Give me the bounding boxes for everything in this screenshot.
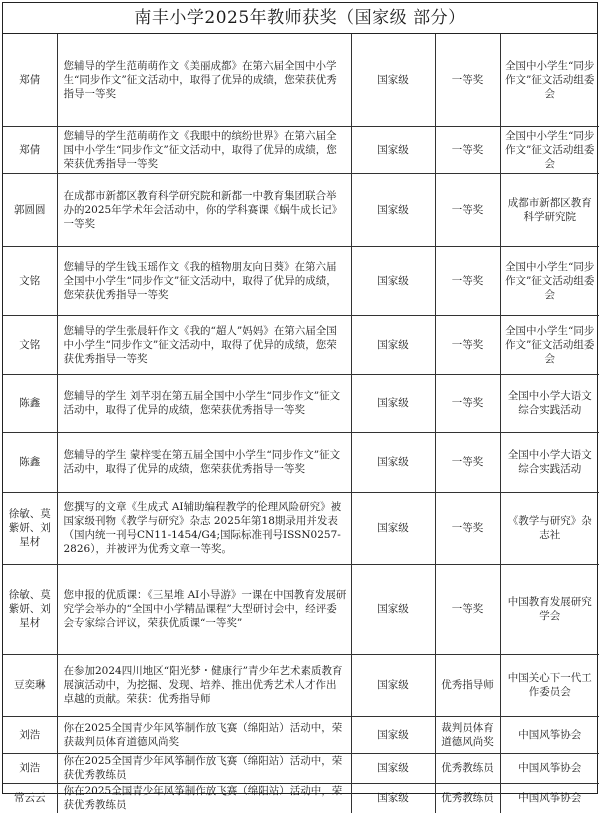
award-grade: 裁判员体育道德风尚奖 [435, 716, 500, 753]
table-row [3, 564, 599, 654]
award-description: 您申报的优质课：《三星堆 AI小导游》一课在中国教育发展研究学会举办的“全国中小学精品课程”大型研讨会中，经评委会专家综合评议，荣获优质课“一等奖” [57, 564, 351, 654]
teacher-name: 郑倩 [3, 126, 57, 173]
teacher-name: 豆奕琳 [3, 654, 57, 716]
issuing-organization: 《教学与研究》杂志社 [500, 492, 599, 564]
award-grade: 一等奖 [435, 564, 500, 654]
award-level: 国家级 [351, 492, 435, 564]
table-row [3, 432, 599, 492]
award-level: 国家级 [351, 173, 435, 246]
award-level: 国家级 [351, 374, 435, 432]
table-row [3, 654, 599, 716]
issuing-organization: 全国中小学生“同步作文”征文活动组委会 [500, 246, 599, 315]
award-description: 您辅导的学生张晨轩作文《我的“超人”妈妈》在第六届全国中小学生“同步作文”征文活动中，取得了优异的成绩，您荣获优秀指导一等奖 [57, 315, 351, 374]
teacher-name: 刘浩 [3, 753, 57, 783]
table-row [3, 753, 599, 783]
teacher-name: 徐敏、莫紫妍、刘星材 [3, 492, 57, 564]
award-level: 国家级 [351, 564, 435, 654]
award-document [2, 2, 598, 812]
award-grade: 一等奖 [435, 492, 500, 564]
teacher-name: 陈鑫 [3, 374, 57, 432]
issuing-organization: 全国中小学生“同步作文”征文活动组委会 [500, 126, 599, 173]
award-grade: 一等奖 [435, 432, 500, 492]
award-grade: 优秀教练员 [435, 783, 500, 813]
award-description: 您辅导的学生范萌萌作文《我眼中的缤纷世界》在第六届全国中小学生“同步作文”征文活动中，取得了优异的成绩，您荣获优秀指导一等奖 [57, 126, 351, 173]
award-description: 您辅导的学生 刘芊羽在第五届全国中小学生“同步作文”征文活动中，取得了优异的成绩，您荣获优秀指导一等奖 [57, 374, 351, 432]
award-level: 国家级 [351, 432, 435, 492]
issuing-organization: 全国中小学生“同步作文”征文活动组委会 [500, 34, 599, 126]
award-description: 您辅导的学生 蒙梓雯在第五届全国中小学生“同步作文”征文活动中，取得了优异的成绩，您荣获优秀指导一等奖 [57, 432, 351, 492]
award-grade: 一等奖 [435, 246, 500, 315]
teacher-name: 徐敏、莫紫妍、刘星材 [3, 564, 57, 654]
award-level: 国家级 [351, 34, 435, 126]
table-row [3, 126, 599, 173]
award-level: 国家级 [351, 753, 435, 783]
teacher-name: 文铭 [3, 315, 57, 374]
issuing-organization: 全国中小学生“同步作文”征文活动组委会 [500, 315, 599, 374]
table-row [3, 246, 599, 315]
teacher-name: 刘浩 [3, 716, 57, 753]
table-row [3, 492, 599, 564]
document-title: 南丰小学2025年教师获奖（国家级 部分） [3, 3, 597, 34]
issuing-organization: 全国中小学大语文综合实践活动 [500, 432, 599, 492]
teacher-name: 郑倩 [3, 34, 57, 126]
award-grade: 一等奖 [435, 315, 500, 374]
issuing-organization: 中国教育发展研究学会 [500, 564, 599, 654]
table-row [3, 783, 599, 813]
award-description: 在成都市新都区教育科学研究院和新都一中教育集团联合举办的2025年学术年会活动中，你的学科赛课《蜗牛成长记》一等奖 [57, 173, 351, 246]
award-grade: 优秀指导师 [435, 654, 500, 716]
table-row [3, 34, 599, 126]
award-description: 您辅导的学生范萌萌作文《美丽成都》在第六届全国中小学生“同步作文”征文活动中，取得了优异的成绩，您荣获优秀指导一等奖 [57, 34, 351, 126]
award-description: 你在2025全国青少年风筝制作放飞赛（绵阳站）活动中，荣获优秀教练员 [57, 783, 351, 813]
award-level: 国家级 [351, 716, 435, 753]
award-description: 你在2025全国青少年风筝制作放飞赛（绵阳站）活动中，荣获优秀教练员 [57, 753, 351, 783]
table-row [3, 716, 599, 753]
issuing-organization: 中国风筝协会 [500, 783, 599, 813]
award-level: 国家级 [351, 315, 435, 374]
teacher-name: 常云云 [3, 783, 57, 813]
award-grade: 一等奖 [435, 126, 500, 173]
issuing-organization: 中国风筝协会 [500, 753, 599, 783]
award-level: 国家级 [351, 783, 435, 813]
issuing-organization: 中国关心下一代工作委员会 [500, 654, 599, 716]
award-level: 国家级 [351, 126, 435, 173]
award-description: 您撰写的文章《生成式 AI辅助编程教学的伦理风险研究》被国家级刊物《教学与研究》杂志 2025年第18期录用并发表（国内统一刊号CN11-1454/G4;国际标准刊号ISSN0257-2826），并被评为优秀文章一等奖。 [57, 492, 351, 564]
award-grade: 一等奖 [435, 374, 500, 432]
award-grade: 一等奖 [435, 34, 500, 126]
issuing-organization: 成都市新都区教育科学研究院 [500, 173, 599, 246]
table-row [3, 374, 599, 432]
issuing-organization: 全国中小学大语文综合实践活动 [500, 374, 599, 432]
table-row [3, 173, 599, 246]
awards-table [3, 34, 599, 813]
award-description: 在参加2024四川地区“阳光梦・健康行”青少年艺术素质教育展演活动中，为挖掘、发现、培养、推出优秀艺术人才作出卓越的贡献。荣获：优秀指导师 [57, 654, 351, 716]
teacher-name: 陈鑫 [3, 432, 57, 492]
table-row [3, 315, 599, 374]
issuing-organization: 中国风筝协会 [500, 716, 599, 753]
teacher-name: 文铭 [3, 246, 57, 315]
award-level: 国家级 [351, 246, 435, 315]
award-description: 您辅导的学生钱玉瑶作文《我的植物朋友向日葵》在第六届全国中小学生“同步作文”征文活动中，取得了优异的成绩，您荣获优秀指导一等奖 [57, 246, 351, 315]
award-description: 你在2025全国青少年风筝制作放飞赛（绵阳站）活动中，荣获裁判员体育道德风尚奖 [57, 716, 351, 753]
award-grade: 优秀教练员 [435, 753, 500, 783]
award-grade: 一等奖 [435, 173, 500, 246]
teacher-name: 郭圆圆 [3, 173, 57, 246]
award-level: 国家级 [351, 654, 435, 716]
